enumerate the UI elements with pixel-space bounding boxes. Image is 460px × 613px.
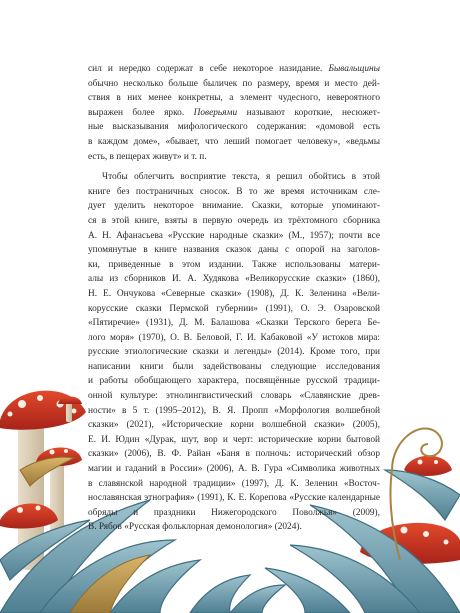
text-line: ности» в 5 т. (1995–2012), В. Я. Пропп «Морфология волшебной (88, 405, 380, 416)
text-line: книге без постраничных сносок. В то же время источникам сле- (88, 186, 380, 197)
text-line: ствия в них менее конкретны, а элемент чудесного, невероятного (88, 93, 380, 104)
text-line (88, 62, 380, 77)
text-line: Е. И. Юдин «Дурак, шут, вор и черт: исторические корни бытовой (88, 434, 380, 445)
text-line: и работы обобщающего характера, посвящённые русской традици- (88, 376, 380, 387)
italic-term: Бывальщины (328, 64, 380, 74)
text-line: В. Рябов «Русская фольклорная демонология» (2024). (88, 522, 302, 533)
text-line: корусские сказки Пермской губернии» (1991), О. Э. Озаровской (88, 303, 380, 314)
text-segment: называют короткие, несюжет- (237, 107, 380, 118)
text-line: есть, в пещерах живут» и т. п. (88, 151, 207, 162)
text-segment: сил и нередко содержат в себе некоторое назидание. (88, 64, 329, 74)
text-line: упомянутые в книге названия сказок даны с опорой на заголов- (88, 245, 380, 256)
text-line: магии и гаданий в России» (2006), А. В. Гура «Символика животных (88, 464, 380, 475)
text-line: ки, приведенные в этом издании. Также использованы матери- (88, 259, 380, 270)
text-line: дует уделить некоторое внимание. Сказки, которые упоминают- (88, 201, 380, 212)
text-line: онной культуре: этнолингвистический словарь «Славянские древ- (88, 391, 380, 402)
text-segment: ные (88, 122, 113, 133)
text-line: в каждом доме», «бывает, что леший помогает человеку», «ведьмы (88, 136, 380, 147)
main-text (88, 62, 380, 535)
text-segment: выражен более ярко. (88, 107, 194, 118)
text-line (88, 120, 380, 135)
text-line: в славянской народной традиции» (1997), Д. К. Зеленин «Восточ- (88, 478, 380, 489)
text-line: Чтобы облегчить восприятие текста, я решил обойтись в этой (102, 172, 380, 183)
italic-term: Поверьями (193, 107, 238, 118)
text-line: сказки» (2006), В. Ф. Райан «Баня в полночь: исторический обзор (88, 449, 380, 460)
text-line: «Пятиречие» (1931), Д. М. Балашова «Сказки Терского берега Бе- (88, 318, 380, 329)
text-line: написании книги были задействованы следующие исследования (88, 361, 380, 372)
text-line: нославянская этнография» (1991), К. Е. Корепова «Русские календарные обряды и праздники Нижегородского Поволжья» (2009), (88, 493, 380, 518)
text-line: ся в этой книге, взяты в первую очередь из трёхтомного сборника (88, 215, 380, 226)
center-fern-icon (190, 575, 285, 613)
text-line: А. Н. Афанасьева «Русские народные сказки» (М., 1957); почти все (88, 230, 380, 241)
text-line: Н. Е. Ончукова «Северные сказки» (1908), Д. К. Зеленина «Вели- (88, 288, 380, 299)
text-line: русские этиологические сказки и легенды» (2014). Кроме того, при (88, 347, 380, 358)
text-line: лого моря» (1970), О. В. Беловой, Г. И. Кабаковой «У истоков мира: (88, 332, 380, 343)
text-line: обычно несколько больше быличек по размеру, время и место дей- (88, 78, 380, 89)
text-segment: высказывания мифологического содержания: «домовой есть (112, 122, 380, 133)
text-line: сказки» (2021), «Исторические корни волшебной сказки» (2005), (88, 420, 380, 431)
text-line (88, 106, 380, 121)
text-line: алы из сборников И. А. Худякова «Великорусские сказки» (1860), (88, 274, 380, 285)
